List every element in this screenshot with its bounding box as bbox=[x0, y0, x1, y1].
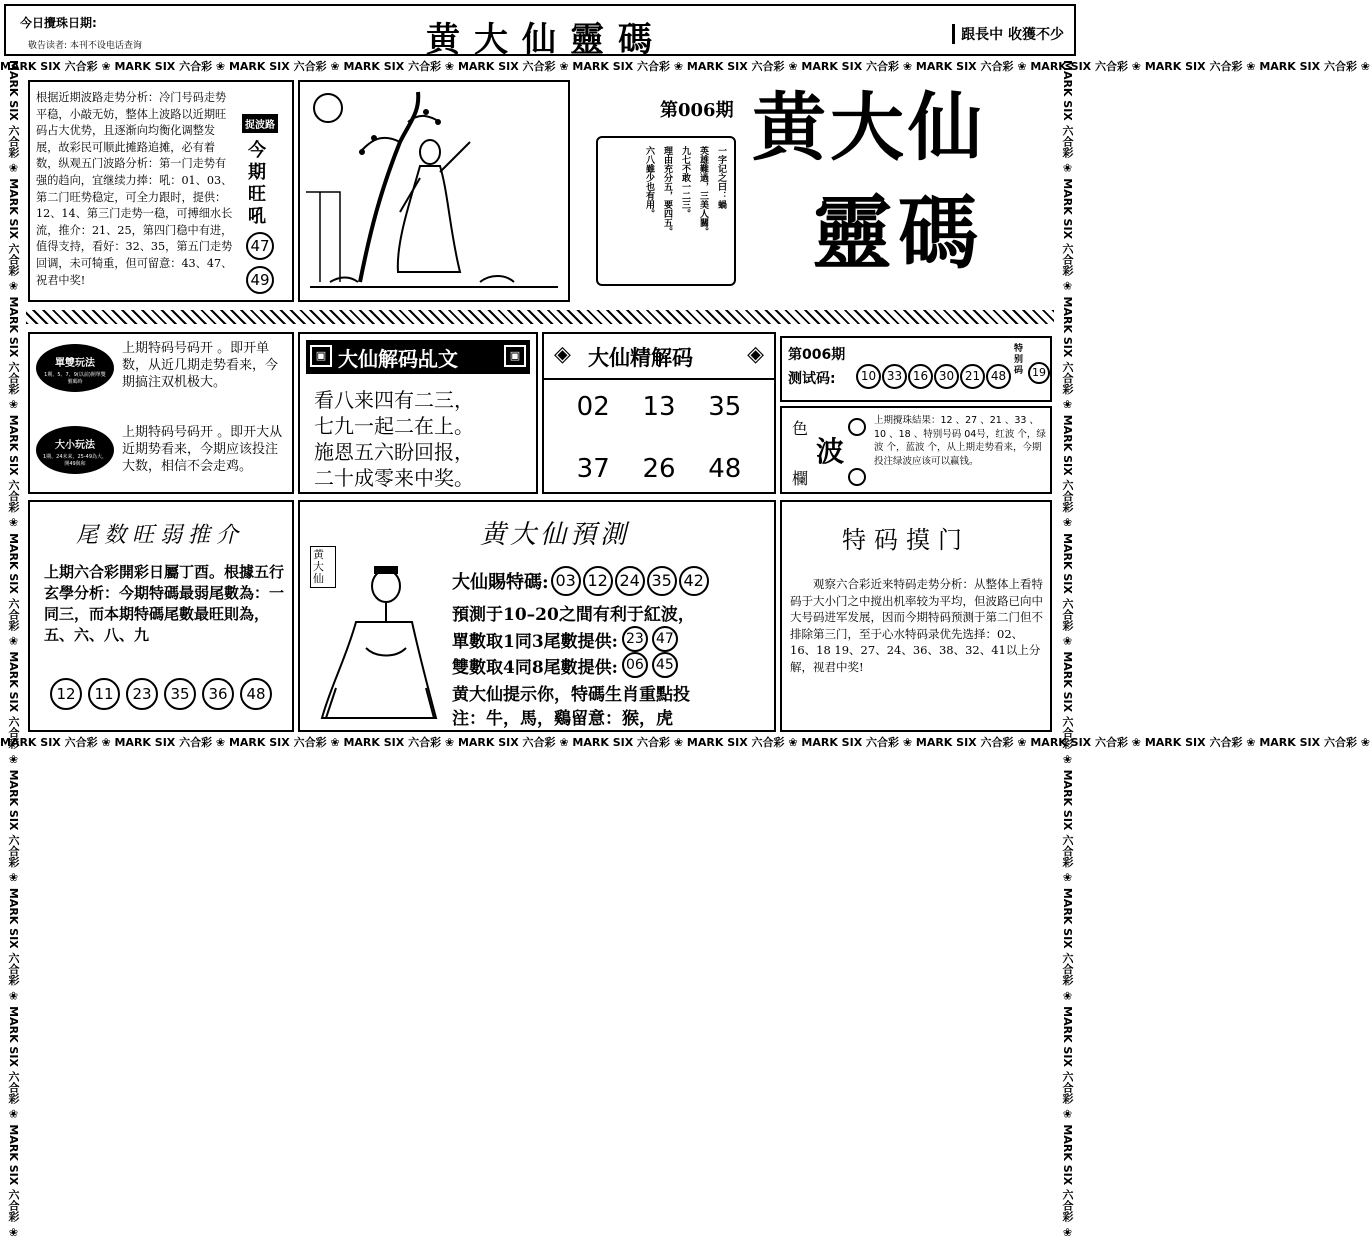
predict-seal: 黄大仙 bbox=[310, 546, 336, 588]
big-small-badge-note: 1期、24未来，25-49為大，開49與和 bbox=[42, 454, 108, 467]
riddle-line: 七九一起二在上。 bbox=[314, 414, 474, 438]
gift-row bbox=[452, 566, 709, 596]
sage-figure bbox=[316, 558, 442, 728]
ball: 45 bbox=[652, 652, 678, 678]
ball: 48 bbox=[240, 678, 272, 710]
scroll-line: 理由充分五，要四五。 bbox=[662, 146, 672, 236]
riddle-title-bar bbox=[306, 340, 530, 374]
jingjie-title-row bbox=[544, 334, 774, 380]
header-slogan: 跟長中 收獲不少 bbox=[952, 24, 1064, 44]
intro-box bbox=[28, 80, 294, 302]
color-big: 波 bbox=[816, 435, 845, 468]
intro-badge: 捉波路 bbox=[242, 114, 278, 133]
jingjie-number: 48 bbox=[708, 454, 742, 484]
date-label: 今日攪珠日期: bbox=[20, 16, 97, 30]
ball: 19 bbox=[1028, 362, 1050, 384]
color-side-1: 色 bbox=[792, 419, 809, 438]
test-label: 测试码: bbox=[788, 371, 836, 387]
ball: 47 bbox=[652, 626, 678, 652]
ornament-icon: ▣ bbox=[504, 345, 526, 367]
riddle-box bbox=[298, 332, 538, 494]
marksix-band-top: MARK SIX 六合彩 ❀ MARK SIX 六合彩 ❀ MARK SIX 六合彩 ❀ MARK SIX 六合彩 ❀ MARK SIX 六合彩 ❀ MARK SIX 六合彩 ❀ MARK SIX 六合彩 ❀ MARK SIX 六合彩 ❀ MARK SIX 六合彩 ❀ MARK SIX 六合彩 ❀ MARK SIX 六合彩 ❀ MARK SIX 六合彩 ❀ bbox=[0, 60, 1370, 73]
predict-line-5: 注：牛，馬，鷄留意：猴，虎 bbox=[452, 709, 673, 729]
ball: 11 bbox=[88, 678, 120, 710]
sage-illustration bbox=[300, 82, 568, 300]
issue-label: 第006期 bbox=[660, 100, 734, 121]
ball: 33 bbox=[882, 364, 907, 389]
test-code-box bbox=[780, 336, 1052, 402]
test-te-label: 特别码 bbox=[1014, 344, 1024, 376]
ball: 23 bbox=[622, 626, 648, 652]
gift-balls bbox=[551, 566, 709, 596]
ball: 06 bbox=[622, 652, 648, 678]
special-title: 特码摸门 bbox=[842, 526, 970, 554]
special-box bbox=[780, 500, 1052, 732]
gift-label: 大仙賜特碼: bbox=[452, 572, 549, 593]
ball: 21 bbox=[960, 364, 985, 389]
tail-title: 尾数旺弱推介 bbox=[76, 523, 245, 548]
ball: 10 bbox=[856, 364, 881, 389]
big-small-text: 上期特码号码开 。即开大从近期势看来，今期应该投注大数，相信不会走鸡。 bbox=[122, 425, 283, 474]
ball: 49 bbox=[246, 266, 274, 294]
jingjie-number: 26 bbox=[642, 454, 676, 484]
color-side-2: 欄 bbox=[792, 469, 809, 488]
riddle-title: 大仙解码乩文 bbox=[338, 347, 458, 371]
play-box bbox=[28, 332, 294, 494]
big-title-1: 黄大仙 bbox=[752, 85, 986, 171]
riddle-line: 施恩五六盼回报， bbox=[314, 440, 474, 464]
marksix-band-bottom: MARK SIX 六合彩 ❀ MARK SIX 六合彩 ❀ MARK SIX 六合彩 ❀ MARK SIX 六合彩 ❀ MARK SIX 六合彩 ❀ MARK SIX 六合彩 ❀ MARK SIX 六合彩 ❀ MARK SIX 六合彩 ❀ MARK SIX 六合彩 ❀ MARK SIX 六合彩 ❀ MARK SIX 六合彩 ❀ MARK SIX 六合彩 ❀ bbox=[0, 736, 1370, 749]
jingjie-number: 35 bbox=[708, 392, 742, 422]
scroll-line: 英雄難過，三美人關。 bbox=[698, 146, 708, 236]
riddle-line: 看八来四有二三， bbox=[314, 388, 474, 412]
ball: 35 bbox=[647, 566, 677, 596]
ball: 12 bbox=[50, 678, 82, 710]
header-title: 黄大仙靈碼 bbox=[426, 20, 666, 60]
ball: 47 bbox=[246, 232, 274, 260]
intro-vertical: 今期旺吼 bbox=[248, 140, 266, 227]
circle-icon bbox=[848, 468, 866, 486]
ball: 16 bbox=[908, 364, 933, 389]
test-balls bbox=[856, 364, 1011, 389]
ball: 35 bbox=[164, 678, 196, 710]
predict-title: 黄大仙預測 bbox=[480, 520, 631, 550]
header-bar bbox=[4, 4, 1076, 60]
ball: 48 bbox=[986, 364, 1011, 389]
jingjie-title: 大仙精解码 bbox=[588, 345, 693, 370]
predict-line-2-text: 單數取1同3尾數提供: bbox=[452, 631, 618, 652]
tail-balls bbox=[50, 678, 272, 710]
tail-text: 上期六合彩開彩日屬丁酉。根據五行玄學分析：今期特碼最弱尾數為：一同三，而本期特碼尾數最旺則為，五、六、八、九 bbox=[44, 563, 285, 644]
ball: 30 bbox=[934, 364, 959, 389]
predict-line-4: 黄大仙提示你，特碼生肖重點投 bbox=[452, 685, 690, 705]
predict-line-1: 預測于10–20之間有利于紅波， bbox=[452, 605, 695, 625]
jingjie-number: 02 bbox=[576, 392, 610, 422]
predict-line-3 bbox=[452, 652, 678, 678]
diamond-icon: ◈ bbox=[554, 342, 571, 367]
diamond-icon: ◈ bbox=[747, 342, 764, 367]
big-title-2: 靈碼 bbox=[812, 186, 984, 280]
ball: 23 bbox=[126, 678, 158, 710]
odd-even-badge-note: 1期、5、7、9(以前)開單雙號碼時 bbox=[44, 372, 106, 385]
circle-icon bbox=[848, 418, 866, 436]
tail-box bbox=[28, 500, 294, 732]
scroll-line: 一字记之曰：蝸 bbox=[716, 146, 726, 209]
odd-even-badge-label: 單雙玩法 bbox=[55, 358, 95, 369]
big-small-badge-label: 大小玩法 bbox=[55, 440, 95, 451]
scroll-lines bbox=[642, 146, 728, 276]
ball: 03 bbox=[551, 566, 581, 596]
scroll-line: 九七不敢一二三。 bbox=[680, 146, 690, 218]
scroll-line: 六八雖少也有用。 bbox=[644, 146, 654, 218]
ball: 36 bbox=[202, 678, 234, 710]
intro-balls bbox=[246, 232, 276, 294]
jingjie-box bbox=[542, 332, 776, 494]
scroll bbox=[596, 136, 736, 286]
test-issue: 第006期 bbox=[788, 347, 846, 363]
odd-even-text: 上期特码号码开 。即开单数，从近几期走势看来，今期搞注双机极大。 bbox=[122, 341, 279, 390]
jingjie-row-1 bbox=[544, 392, 774, 422]
big-small-badge bbox=[36, 426, 114, 474]
jingjie-row-2 bbox=[544, 454, 774, 484]
odd-even-badge bbox=[36, 344, 114, 392]
predict-line-3-text: 雙數取4同8尾數提供: bbox=[452, 657, 618, 678]
ball: 24 bbox=[615, 566, 645, 596]
color-box bbox=[780, 406, 1052, 494]
marksix-band-right: MARK SIX 六合彩 ❀ MARK SIX 六合彩 ❀ MARK SIX 六合彩 ❀ MARK SIX 六合彩 ❀ MARK SIX 六合彩 ❀ MARK SIX 六合彩 ❀ MARK SIX 六合彩 ❀ MARK SIX 六合彩 ❀ MARK SIX 六合彩 ❀ MARK SIX 六合彩 ❀ bbox=[1061, 60, 1074, 1239]
jingjie-number: 37 bbox=[576, 454, 610, 484]
ball: 42 bbox=[679, 566, 709, 596]
picture-box bbox=[298, 80, 570, 302]
jingjie-number: 13 bbox=[642, 392, 676, 422]
predict-line-2 bbox=[452, 626, 678, 652]
ornament-icon: ▣ bbox=[310, 345, 332, 367]
notice-text: 敬告读者: 本刊不设电话查询 bbox=[28, 41, 142, 51]
intro-text: 根据近期波路走势分析：冷门号码走势平稳，小敲无妨，整体上波路以近期旺码占大优势，且逐渐向均衡化调整发展，故彩民可顺此摊路追摊，必有着数，纵观五门波路分析：第一门走势有强的趋向，宜继续力捧：吼：01、03、第二门旺势稳定，可全力跟时，提供：12、14、第三门走势一稳，可搏细水长流，推介：21、25，第四门稳中有进，值得支持，看好：32、35，第五门走势回调，未可犄重，但可留意：43、47、祝君中奖! bbox=[36, 91, 233, 287]
riddle-line: 二十成零来中奖。 bbox=[314, 466, 474, 490]
color-text: 上期攪珠結果：12 、27 、21 、33 、10 、18 、特别号码 04号，红波 个，绿波 个，蓝波 个，从上期走势看来，今期投注绿波应该可以赢钱。 bbox=[874, 415, 1046, 467]
ball: 12 bbox=[583, 566, 613, 596]
predict-box bbox=[298, 500, 776, 732]
zigzag-divider bbox=[26, 310, 1054, 324]
special-text: 观察六合彩近来特码走势分析：从整体上看特码于大小门之中搅出机率较为平均，但波路已向中大号码进军发展，因而今期特码预测于第二门但不排除第三门，至于心水特码录优先选择：02、16、18 19、27、24、36、38、32、41以上分解，视君中奖! bbox=[790, 577, 1043, 674]
marksix-band-left: MARK SIX 六合彩 ❀ MARK SIX 六合彩 ❀ MARK SIX 六合彩 ❀ MARK SIX 六合彩 ❀ MARK SIX 六合彩 ❀ MARK SIX 六合彩 ❀ MARK SIX 六合彩 ❀ MARK SIX 六合彩 ❀ MARK SIX 六合彩 ❀ MARK SIX 六合彩 ❀ bbox=[7, 60, 20, 1239]
